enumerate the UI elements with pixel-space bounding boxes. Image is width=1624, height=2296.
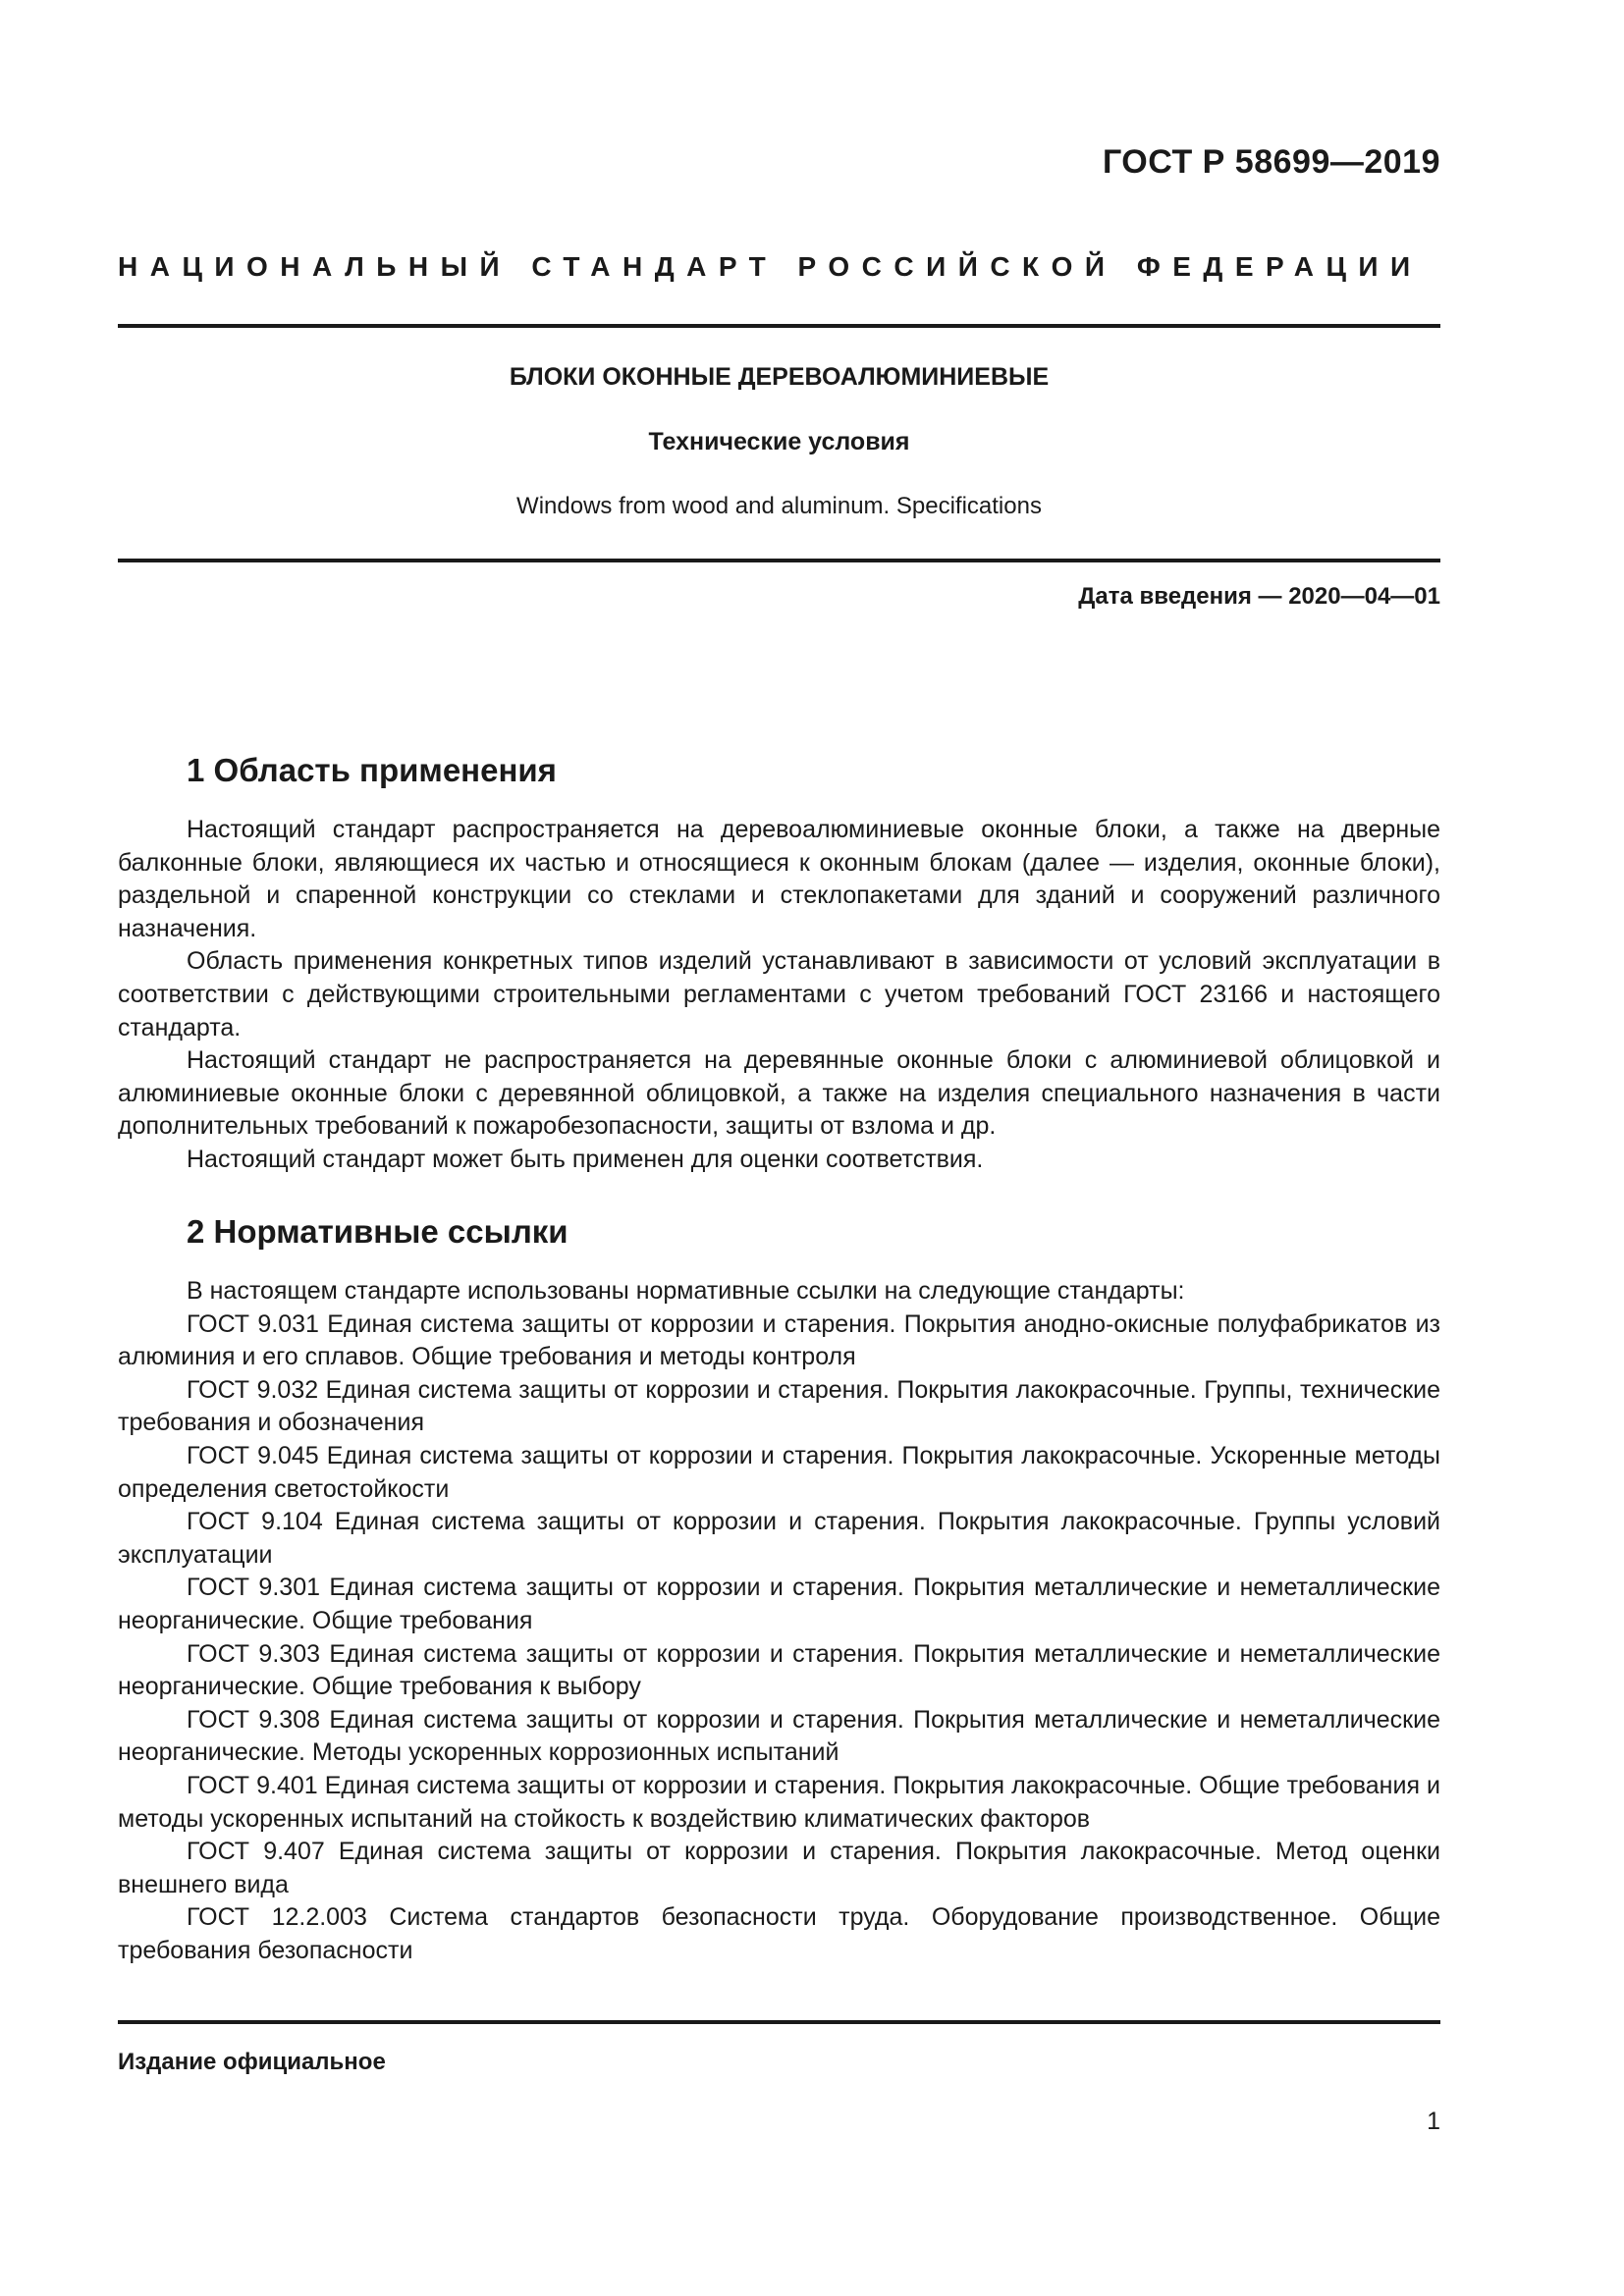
paragraph: В настоящем стандарте использованы нормативные ссылки на следующие стандарты: (187, 1277, 1185, 1305)
introduction-date: Дата введения — 2020—04—01 (1078, 583, 1440, 610)
national-standard-title: НАЦИОНАЛЬНЫЙ СТАНДАРТ РОССИЙСКОЙ ФЕДЕРАЦИИ (118, 251, 1423, 282)
page-number: 1 (1427, 2108, 1440, 2135)
reference-item: ГОСТ 9.308 Единая система защиты от коррозии и старения. Покрытия металлические и неметаллические неорганические. Методы ускоренных коррозионных испытаний (118, 1705, 1440, 1767)
standard-number: ГОСТ Р 58699—2019 (1102, 143, 1440, 181)
document-subtitle: Технические условия (648, 428, 910, 455)
header-rule-top (118, 324, 1440, 328)
section-body (118, 814, 1440, 1177)
reference-item: ГОСТ 9.407 Единая система защиты от коррозии и старения. Покрытия лакокрасочные. Метод оценки внешнего вида (118, 1838, 1440, 1898)
reference-item: ГОСТ 9.104 Единая система защиты от коррозии и старения. Покрытия лакокрасочные. Группы условий эксплуатации (118, 1508, 1440, 1569)
reference-item: ГОСТ 12.2.003 Система стандартов безопасности труда. Оборудование производственное. Общие требования безопасности (118, 1903, 1440, 1964)
reference-item: ГОСТ 9.303 Единая система защиты от коррозии и старения. Покрытия металлические и неметаллические неорганические. Общие требования к выбору (118, 1639, 1440, 1701)
paragraph: Настоящий стандарт распространяется на деревоалюминиевые оконные блоки, а также на дверные балконные блоки, являющиеся их частью и относящиеся к оконным блокам (далее — изделия, оконные блоки), раздельной и спаренной конструкции со стеклами и стеклопакетами для зданий и сооружений различного назначения. (118, 816, 1440, 942)
reference-item: ГОСТ 9.031 Единая система защиты от коррозии и старения. Покрытия анодно-окисные полуфабрикатов из алюминия и его сплавов. Общие требования и методы контроля (118, 1309, 1440, 1371)
document-title: БЛОКИ ОКОННЫЕ ДЕРЕВОАЛЮМИНИЕВЫЕ (509, 363, 1050, 391)
section-heading: 2 Нормативные ссылки (187, 1213, 568, 1250)
reference-item: ГОСТ 9.401 Единая система защиты от коррозии и старения. Покрытия лакокрасочные. Общие требования и методы ускоренных испытаний на стойкость к воздействию климатических факторов (118, 1771, 1440, 1833)
reference-item: ГОСТ 9.045 Единая система защиты от коррозии и старения. Покрытия лакокрасочные. Ускоренные методы определения светостойкости (118, 1441, 1440, 1503)
paragraph: Настоящий стандарт не распространяется на деревянные оконные блоки с алюминиевой облицовкой и алюминиевые оконные блоки с деревянной облицовкой, а также на изделия специального назначения в части дополнительных требований к пожаробезопасности, защиты от взлома и др. (118, 1046, 1440, 1141)
header-rule-bottom (118, 559, 1440, 562)
document-english-title: Windows from wood and aluminum. Specifications (516, 493, 1042, 519)
reference-item: ГОСТ 9.301 Единая система защиты от коррозии и старения. Покрытия металлические и неметаллические неорганические. Общие требования (118, 1574, 1440, 1634)
official-edition-label: Издание официальное (118, 2049, 386, 2075)
section-heading: 1 Область применения (187, 752, 557, 788)
paragraph: Область применения конкретных типов изделий устанавливают в зависимости от условий эксплуатации в соответствии с действующими строительными регламентами с учетом требований ГОСТ 23166 и настоящего стандарта. (118, 947, 1440, 1041)
footer-rule (118, 2020, 1440, 2024)
reference-item: ГОСТ 9.032 Единая система защиты от коррозии и старения. Покрытия лакокрасочные. Группы, технические требования и обозначения (118, 1375, 1440, 1437)
paragraph: Настоящий стандарт может быть применен для оценки соответствия. (187, 1145, 984, 1173)
section-body (118, 1275, 1440, 1967)
